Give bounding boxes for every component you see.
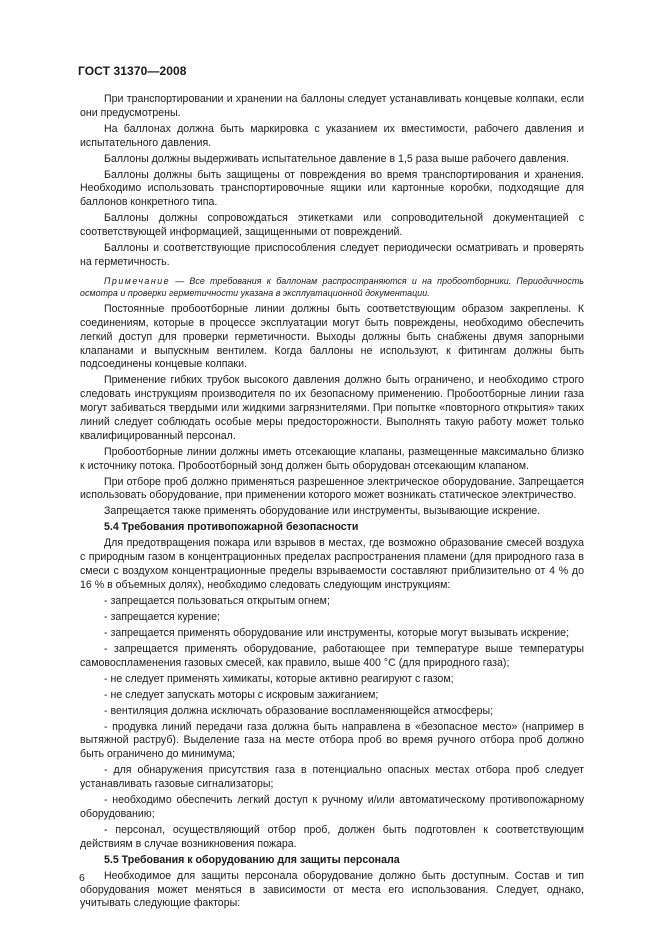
paragraph: Баллоны должны сопровождаться этикетками или сопроводительной документацией с соответствующей информацией, защищенными от повреждений. <box>80 212 584 239</box>
list-item: - запрещается пользоваться открытым огнем; <box>104 594 330 607</box>
paragraph: Для предотвращения пожара или взрывов в местах, где возможно образование смесей воздуха с природным газом в концентрационных пределах распространения пламени (для природного газа в смеси с воздухом концентрационные пределы взрываемости составляют приблизительно от 4 % до 16 % в объемных долях), необходимо следовать следующим инструкциям: <box>80 537 584 591</box>
note-text: — Все требования к баллонам распространяются и на пробоотборники. Периодичность осмотра и проверки герметичности указана в эксплуатационной документации. <box>80 275 584 298</box>
paragraph: При транспортировании и хранении на баллоны следует устанавливать концевые колпаки, если они предусмотрены. <box>80 93 584 119</box>
list-item: - не следует запускать моторы с искровым зажиганием; <box>104 688 379 701</box>
list-item: - запрещается применять оборудование, работающее при температуре выше температуры самовоспламенения газовых смесей, как правило, выше 400 °С (для природного газа); <box>80 642 584 669</box>
list-item: - не следует применять химикаты, которые активно реагируют с газом; <box>104 672 454 685</box>
note <box>80 275 584 299</box>
note-lead: Примечание <box>104 275 171 286</box>
paragraph: Баллоны и соответствующие приспособления следует периодически осматривать и проверять на герметичность. <box>80 242 584 268</box>
paragraph: Запрещается также применять оборудование или инструменты, вызывающие искрение. <box>104 505 541 518</box>
list-item: - вентиляция должна исключать образование воспламеняющейся атмосферы; <box>104 704 494 717</box>
page-number: 6 <box>79 872 85 884</box>
paragraph: Баллоны должны выдерживать испытательное давление в 1,5 раза выше рабочего давления. <box>104 152 570 165</box>
paragraph: Пробоотборные линии должны иметь отсекающие клапаны, размещенные максимально близко к источнику потока. Пробоотборный зонд должен быть оборудован отсекающим клапаном. <box>80 445 584 472</box>
standard-header: ГОСТ 31370—2008 <box>78 64 187 78</box>
paragraph: На баллонах должна быть маркировка с указанием их вместимости, рабочего давления и испытательного давления. <box>80 122 584 149</box>
paragraph: Применение гибких трубок высокого давления должно быть ограничено, и необходимо строго следовать инструкциям производителя по их безопасному применению. Пробоотборные линии газа могут забиваться твердыми или жидкими загрязнителями. При попытке «повторного открытия» таких линий следует соблюдать особые меры предосторожности. Выполнять такую работу может только квалифицированный персонал. <box>80 374 584 442</box>
paragraph: Необходимое для защиты персонала оборудование должно быть доступным. Состав и тип оборудования может меняться в зависимости от места его использования. Следует, однако, учитывать следующие факторы: <box>80 869 584 910</box>
list-item: - запрещается применять оборудование или инструменты, которые могут вызывать искрение; <box>104 626 570 639</box>
section-heading-5-4: 5.4 Требования противопожарной безопасности <box>104 521 359 534</box>
document-body <box>80 93 584 913</box>
list-item: - запрещается курение; <box>104 610 220 623</box>
list-item: - необходимо обеспечить легкий доступ к ручному и/или автоматическому противопожарному оборудованию; <box>80 794 584 820</box>
section-heading-5-5: 5.5 Требования к оборудованию для защиты персонала <box>104 853 400 866</box>
list-item: - персонал, осуществляющий отбор проб, должен быть подготовлен к соответствующим действиям в случае возникновения пожара. <box>80 823 584 850</box>
list-item: - для обнаружения присутствия газа в потенциально опасных местах отбора проб следует устанавливать газовые сигнализаторы; <box>80 764 584 791</box>
paragraph: Баллоны должны быть защищены от повреждения во время транспортирования и хранения. Необходимо использовать транспортировочные ящики или картонные коробки, подходящие для баллонов конкретного типа. <box>80 168 584 209</box>
paragraph: При отборе проб должно применяться разрешенное электрическое оборудование. Запрещается использовать оборудование, при применении которого может возникать статическое электричество. <box>80 475 584 502</box>
list-item: - продувка линий передачи газа должна быть направлена в «безопасное место» (например в вытяжной раструб). Выделение газа на месте отбора проб во время ручного отбора проб должно быть ограничено до минимума; <box>80 720 584 761</box>
paragraph: Постоянные пробоотборные линии должны быть соответствующим образом закреплены. К соединениям, которые в процессе эксплуатации могут быть повреждены, необходимо обеспечить легкий доступ для проверки герметичности. Выходы должны быть снабжены двумя запорными клапанами и выпускным вентилем. Когда баллоны не используют, к фитингам должны быть подсоединены концевые колпаки. <box>80 303 584 371</box>
